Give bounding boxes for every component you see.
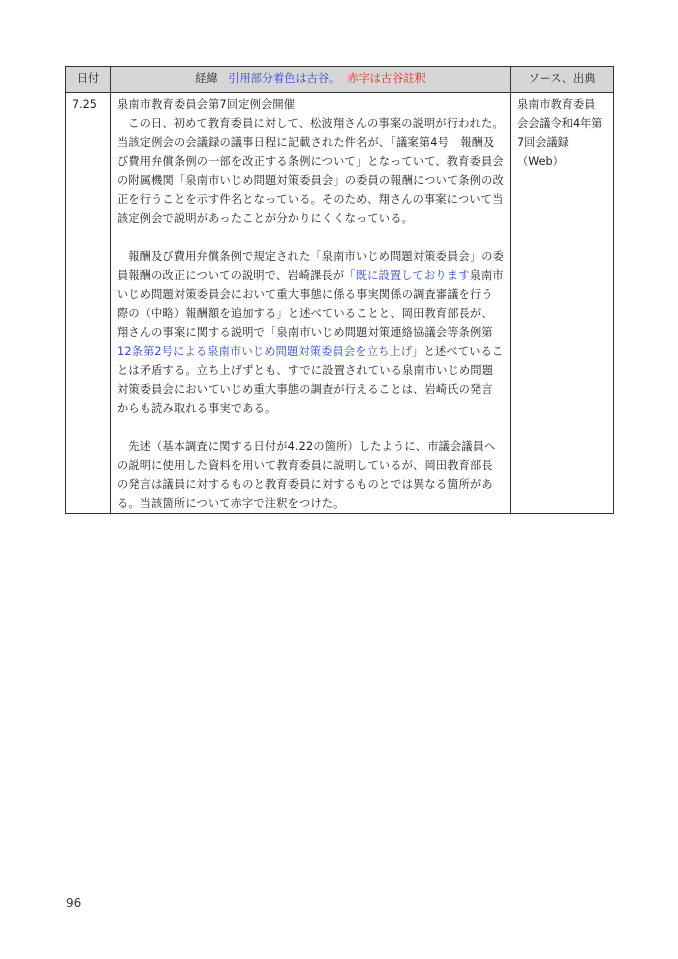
legend-red-note: 赤字は古谷註釈 — [347, 72, 426, 85]
header-body — [111, 67, 511, 93]
header-body-label: 経緯 — [195, 72, 218, 85]
page-number: 96 — [66, 896, 82, 910]
header-source: ソース、出典 — [511, 67, 614, 93]
source-line: 7回会議録 — [517, 136, 569, 149]
paragraph-2-part-a: 報酬及び費用弁償条例で規定された「泉南市いじめ問題対策委員会」の委員報酬の改正についての説明で、岩崎課長が「 — [117, 250, 504, 282]
source-line: 泉南市教育委員 — [517, 98, 596, 111]
paragraph-2-part-c: 」と述べていることは矛盾する。立ち上げずとも、すでに設置されている泉南市いじめ問題対策委員会においていじめ重大事態の調査が行えることは、岩崎氏の発言からも読み取れる事実である。 — [117, 345, 504, 415]
source-line: 会会議令和4年第 — [517, 117, 603, 130]
paragraph-1: この日、初めて教育委員に対して、松波翔さんの事案の説明が行われた。当該定例会の会議録の議事日程に記載された件名が、「議案第4号 報酬及び費用弁償条例の一部を改正する条例について」となっていて、教育委員会の附属機関「泉南市いじめ問題対策委員会」の委員の報酬について条例の改正を行うことを示す件名となっている。そのため、翔さんの事案について当該定例会で説明があったことが分かりにくくなっている。 — [117, 117, 504, 225]
row-title: 泉南市教育委員会第7回定例会開催 — [117, 98, 296, 111]
row-date: 7.25 — [66, 93, 111, 514]
table-header-row — [66, 67, 614, 93]
table-row — [66, 93, 614, 514]
source-line: （Web） — [517, 155, 564, 168]
paragraph-2-part-b: 泉南市いじめ問題対策委員会において重大事態に係る事実関係の調査審議を行う際の（中略）報酬額を追加する」と述べていることと、岡田教育部長が、翔さんの事案に関する説明で「泉南市いじめ問題対策連絡協議会等条例第 — [117, 269, 504, 339]
paragraph-3: 先述（基本調査に関する日付が4.22の箇所）したように、市議会議員への説明に使用した資料を用いて教育委員に説明しているが、岡田教育部長の発言は議員に対するものと教育委員に対するものとでは異なる箇所がある。当該箇所について赤字で注釈をつけた。 — [117, 440, 496, 510]
legend-blue-note: 引用部分着色は古谷。 — [228, 72, 341, 85]
row-source — [511, 93, 614, 514]
paragraph-2 — [117, 247, 504, 418]
row-body — [111, 93, 511, 514]
chronology-table — [65, 66, 614, 514]
quote-highlight-2: 12条第2号による泉南市いじめ問題対策委員会を立ち上げ — [117, 345, 413, 358]
header-date: 日付 — [66, 67, 111, 93]
quote-highlight-1: 既に設置しております — [355, 269, 470, 282]
